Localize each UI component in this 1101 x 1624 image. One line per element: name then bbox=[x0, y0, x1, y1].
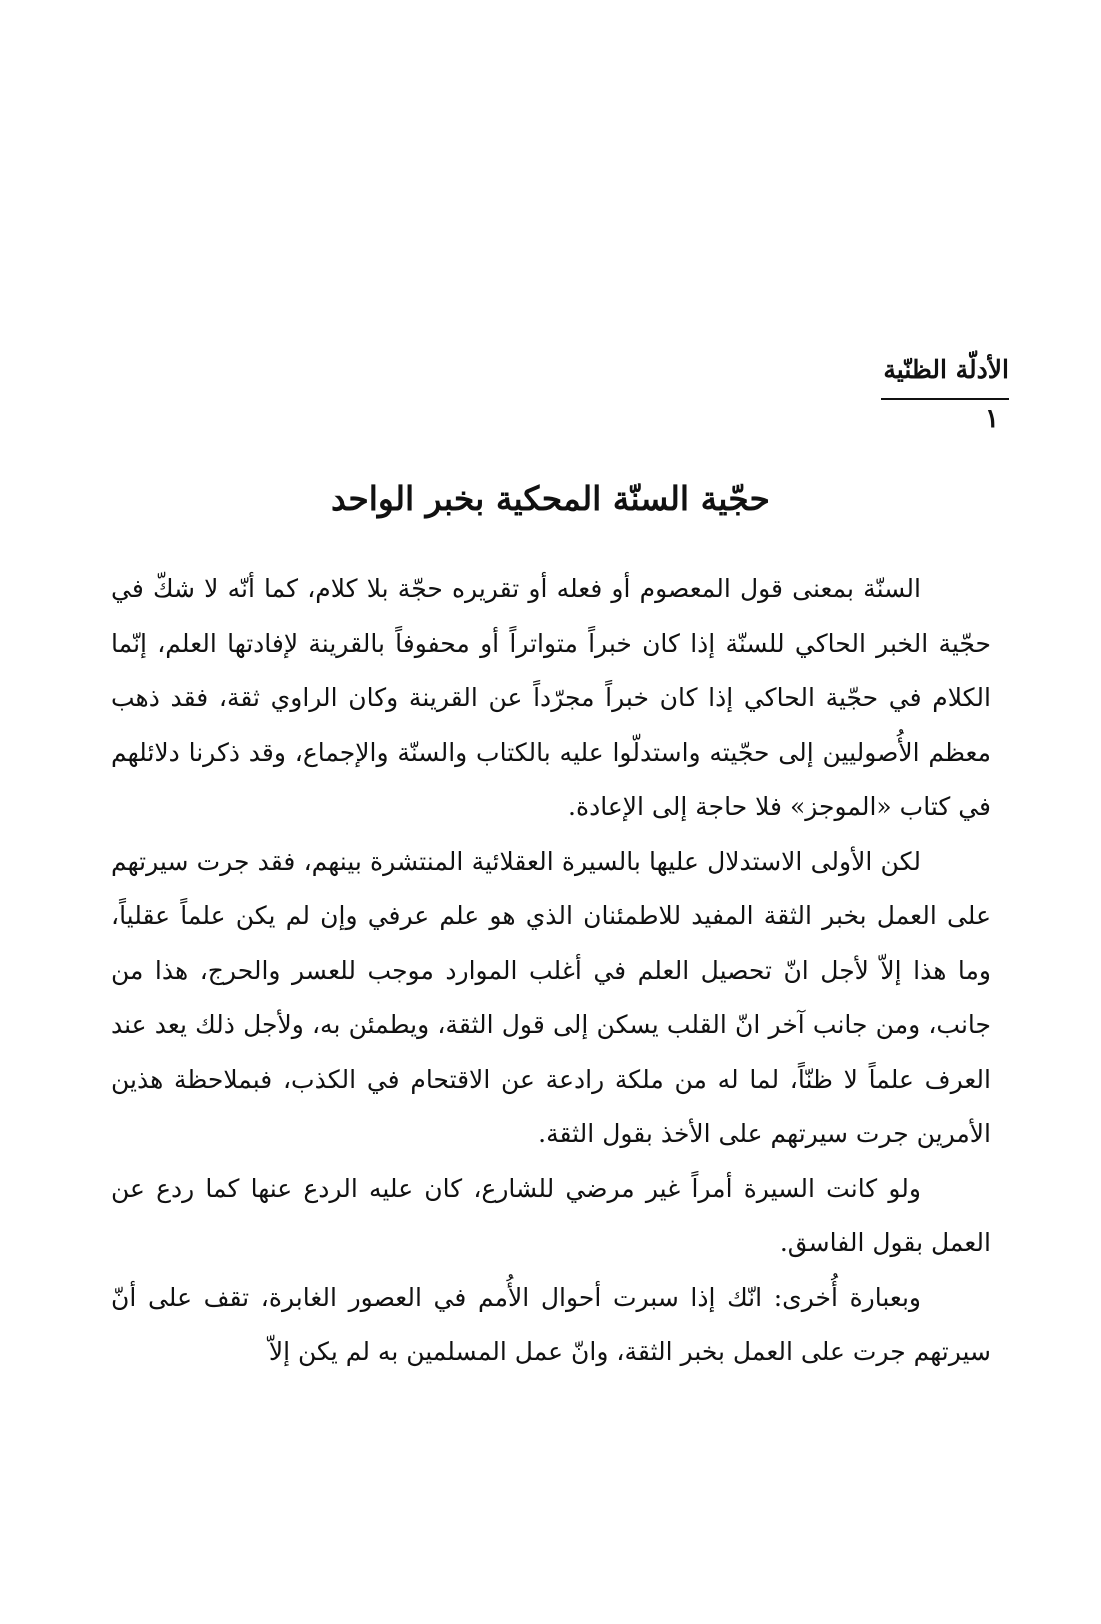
section-number: ١ bbox=[985, 404, 999, 434]
paragraph-2: لكن الأولى الاستدلال عليها بالسيرة العقلائية المنتشرة بينهم، فقد جرت سيرتهم على العمل بخبر الثقة المفيد للاطمئنان الذي هو علم عرفي وإن لم يكن علماً عقلياً، وما هذا إلاّ لأجل انّ تحصيل العلم في أغلب الموارد موجب للعسر والحرج، هذا من جانب، ومن جانب آخر انّ القلب يسكن إلى قول الثقة، ويطمئن به، ولأجل ذلك يعد عند العرف علماً لا ظنّاً، لما له من ملكة رادعة عن الاقتحام في الكذب، فبملاحظة هذين الأمرين جرت سيرتهم على الأخذ بقول الثقة. bbox=[111, 846, 991, 1148]
paragraph-4: وبعبارة أُخرى: انّك إذا سبرت أحوال الأُمم في العصور الغابرة، تقف على أنّ سيرتهم جرت على العمل بخبر الثقة، وانّ عمل المسلمين به لم يكن إلاّ bbox=[111, 1282, 991, 1366]
paragraph-3: ولو كانت السيرة أمراً غير مرضي للشارع، كان عليه الردع عنها كما ردع عن العمل بقول الفاسق. bbox=[111, 1173, 991, 1257]
section-divider bbox=[881, 398, 1009, 400]
paragraph-1: السنّة بمعنى قول المعصوم أو فعله أو تقريره حجّة بلا كلام، كما أنّه لا شكّ في حجّية الخبر الحاكي للسنّة إذا كان خبراً متواتراً أو محفوفاً بالقرينة لإفادتها العلم، إنّما الكلام في حجّية الحاكي إذا كان خبراً مجرّداً عن القرينة وكان الراوي ثقة، فقد ذهب معظم الأُصوليين إلى حجّيته واستدلّوا عليه بالكتاب والسنّة والإجماع، وقد ذكرنا دلائلهم في كتاب «الموجز» فلا حاجة إلى الإعادة. bbox=[111, 574, 991, 821]
body-text bbox=[111, 562, 991, 1380]
section-header bbox=[881, 352, 1009, 436]
section-title: الأدلّة الظنّية bbox=[883, 355, 1009, 384]
chapter-title: حجّية السنّة المحكية بخبر الواحد bbox=[331, 479, 770, 518]
